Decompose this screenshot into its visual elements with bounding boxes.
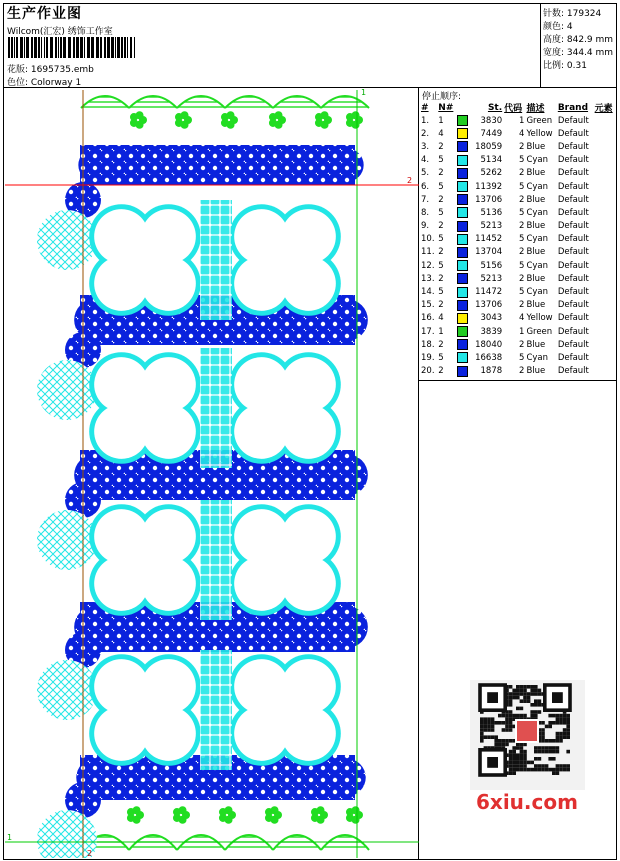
- cell-desc: Cyan: [526, 287, 548, 298]
- cell-desc: Blue: [526, 221, 546, 232]
- watermark-text: 6xiu.com: [476, 790, 578, 814]
- table-row: [420, 180, 616, 193]
- cell-element: [594, 365, 616, 378]
- cell-brand: Default: [557, 273, 589, 284]
- cell-desc: Cyan: [526, 181, 548, 192]
- cell-code: 1: [519, 326, 525, 337]
- col-header-swatch: [456, 101, 470, 114]
- cell-needle: 5: [438, 260, 444, 271]
- cell-index: 4.: [421, 155, 430, 166]
- cell-index: 7.: [421, 194, 430, 205]
- colorway-label: 色位: Colorway 1: [7, 78, 82, 88]
- cell-needle: 5: [438, 234, 444, 245]
- cell-desc: Green: [526, 326, 553, 337]
- color-swatch: [457, 339, 468, 350]
- table-row: [420, 299, 616, 312]
- color-swatch: [457, 260, 468, 271]
- cell-swatch: [456, 272, 470, 285]
- cell-brand: Default: [557, 300, 589, 311]
- cell-index: 16.: [421, 313, 435, 324]
- cell-swatch: [456, 365, 470, 378]
- cell-code: 5: [519, 155, 525, 166]
- cell-index: 14.: [421, 287, 435, 298]
- qr-code: [470, 680, 585, 790]
- cell-swatch: [456, 167, 470, 180]
- table-bottom-rule: [418, 380, 617, 381]
- cell-needle: 5: [438, 155, 444, 166]
- cell-stitches: 13706: [475, 300, 503, 311]
- col-header-stitches: St.: [487, 102, 503, 113]
- cell-needle: 2: [438, 273, 444, 284]
- cell-code: 5: [519, 260, 525, 271]
- cell-brand: Default: [557, 326, 589, 337]
- col-header-brand: Brand: [557, 102, 589, 113]
- cell-desc: Blue: [526, 300, 546, 311]
- cell-needle: 2: [438, 168, 444, 179]
- table-row: [420, 167, 616, 180]
- cell-code: 2: [519, 194, 525, 205]
- cell-code: 5: [519, 352, 525, 363]
- cell-needle: 4: [438, 313, 444, 324]
- cell-swatch: [456, 338, 470, 351]
- cell-swatch: [456, 154, 470, 167]
- cell-swatch: [456, 193, 470, 206]
- cell-element: [594, 193, 616, 206]
- table-row: [420, 351, 616, 364]
- cell-swatch: [456, 325, 470, 338]
- cell-desc: Cyan: [526, 155, 548, 166]
- cell-code: 2: [519, 168, 525, 179]
- cell-index: 1.: [421, 115, 430, 126]
- table-header-row: [420, 101, 616, 114]
- color-swatch: [457, 366, 468, 377]
- cell-needle: 2: [438, 194, 444, 205]
- cell-needle: 2: [438, 339, 444, 350]
- cell-stitches: 5134: [480, 155, 503, 166]
- cell-swatch: [456, 299, 470, 312]
- cell-element: [594, 206, 616, 219]
- cell-index: 12.: [421, 260, 435, 271]
- cell-index: 6.: [421, 181, 430, 192]
- cell-index: 17.: [421, 326, 435, 337]
- cell-desc: Blue: [526, 366, 546, 377]
- cell-stitches: 18040: [475, 339, 503, 350]
- cell-desc: Cyan: [526, 352, 548, 363]
- color-swatch: [457, 326, 468, 337]
- color-swatch: [457, 115, 468, 126]
- cell-element: [594, 167, 616, 180]
- cell-code: 5: [519, 207, 525, 218]
- table-row: [420, 154, 616, 167]
- color-swatch: [457, 234, 468, 245]
- color-swatch: [457, 141, 468, 152]
- cell-code: 2: [519, 339, 525, 350]
- cell-swatch: [456, 259, 470, 272]
- color-swatch: [457, 181, 468, 192]
- cell-element: [594, 180, 616, 193]
- cell-brand: Default: [557, 181, 589, 192]
- cell-code: 2: [519, 141, 525, 152]
- table-row: [420, 312, 616, 325]
- cell-code: 2: [519, 366, 525, 377]
- guide-label-2-right: 2: [407, 176, 413, 185]
- cell-swatch: [456, 114, 470, 127]
- cell-needle: 2: [438, 366, 444, 377]
- guide-label-2-bottom: 2: [87, 849, 93, 858]
- page-title: 生产作业图: [7, 6, 82, 22]
- cell-stitches: 7449: [480, 128, 503, 139]
- table-row: [420, 140, 616, 153]
- cell-desc: Blue: [526, 339, 546, 350]
- table-row: [420, 272, 616, 285]
- cell-element: [594, 312, 616, 325]
- cell-brand: Default: [557, 366, 589, 377]
- guide-label-1-bottom: 1: [7, 833, 13, 842]
- stop-sequence-table: [420, 101, 616, 378]
- cell-desc: Blue: [526, 194, 546, 205]
- cell-desc: Blue: [526, 273, 546, 284]
- cell-element: [594, 127, 616, 140]
- color-swatch: [457, 313, 468, 324]
- stats-divider: [540, 3, 541, 88]
- cell-element: [594, 154, 616, 167]
- cell-stitches: 5213: [480, 273, 503, 284]
- cell-desc: Cyan: [526, 234, 548, 245]
- cell-desc: Blue: [526, 168, 546, 179]
- cell-needle: 5: [438, 181, 444, 192]
- table-row: [420, 338, 616, 351]
- cell-swatch: [456, 127, 470, 140]
- col-header-index: #: [421, 102, 429, 113]
- header-divider: [3, 87, 617, 88]
- col-header-desc: 描述: [526, 104, 545, 114]
- stitch-count: 针数: 179324: [543, 9, 602, 19]
- cell-element: [594, 140, 616, 153]
- table-row: [420, 325, 616, 338]
- cell-element: [594, 114, 616, 127]
- cell-brand: Default: [557, 234, 589, 245]
- cell-swatch: [456, 206, 470, 219]
- cell-swatch: [456, 246, 470, 259]
- table-row: [420, 206, 616, 219]
- color-swatch: [457, 207, 468, 218]
- cell-brand: Default: [557, 352, 589, 363]
- guide-label-1-top: 1: [361, 88, 367, 97]
- cell-stitches: 5156: [480, 260, 503, 271]
- color-swatch: [457, 194, 468, 205]
- cell-brand: Default: [557, 287, 589, 298]
- cell-stitches: 3839: [480, 326, 503, 337]
- table-row: [420, 365, 616, 378]
- color-swatch: [457, 128, 468, 139]
- cell-desc: Blue: [526, 141, 546, 152]
- cell-index: 2.: [421, 128, 430, 139]
- cell-code: 2: [519, 300, 525, 311]
- cell-needle: 5: [438, 352, 444, 363]
- cell-swatch: [456, 220, 470, 233]
- cell-brand: Default: [557, 115, 589, 126]
- cell-index: 3.: [421, 141, 430, 152]
- cell-stitches: 11392: [475, 181, 503, 192]
- cell-needle: 2: [438, 221, 444, 232]
- cell-stitches: 11452: [475, 234, 503, 245]
- cell-index: 8.: [421, 207, 430, 218]
- cell-desc: Cyan: [526, 260, 548, 271]
- color-swatch: [457, 168, 468, 179]
- cell-code: 5: [519, 287, 525, 298]
- cell-element: [594, 285, 616, 298]
- cell-code: 2: [519, 221, 525, 232]
- cell-needle: 2: [438, 247, 444, 258]
- table-row: [420, 233, 616, 246]
- cell-desc: Cyan: [526, 207, 548, 218]
- cell-stitches: 5213: [480, 221, 503, 232]
- col-header-needle: N#: [438, 102, 454, 113]
- cell-index: 19.: [421, 352, 435, 363]
- cell-brand: Default: [557, 221, 589, 232]
- cell-stitches: 13706: [475, 194, 503, 205]
- cell-element: [594, 338, 616, 351]
- cell-code: 2: [519, 247, 525, 258]
- design-file-label: 花版: 1695735.emb: [7, 65, 94, 75]
- design-width: 宽度: 344.4 mm: [543, 48, 614, 58]
- cell-element: [594, 233, 616, 246]
- cell-stitches: 11472: [475, 287, 503, 298]
- cell-stitches: 3830: [480, 115, 503, 126]
- cell-needle: 1: [438, 326, 444, 337]
- cell-needle: 1: [438, 115, 444, 126]
- cell-swatch: [456, 233, 470, 246]
- col-header-code: 代码: [504, 104, 523, 114]
- cell-code: 4: [519, 313, 525, 324]
- table-row: [420, 127, 616, 140]
- cell-stitches: 5262: [480, 168, 503, 179]
- cell-needle: 2: [438, 300, 444, 311]
- design-height: 高度: 842.9 mm: [543, 35, 614, 45]
- cell-index: 10.: [421, 234, 435, 245]
- cell-element: [594, 299, 616, 312]
- design-scale: 比例: 0.31: [543, 61, 587, 71]
- table-row: [420, 259, 616, 272]
- cell-swatch: [456, 140, 470, 153]
- cell-element: [594, 325, 616, 338]
- cell-index: 5.: [421, 168, 430, 179]
- cell-stitches: 13704: [475, 247, 503, 258]
- cell-brand: Default: [557, 313, 589, 324]
- cell-stitches: 18059: [475, 141, 503, 152]
- color-swatch: [457, 155, 468, 166]
- cell-needle: 2: [438, 141, 444, 152]
- cell-code: 2: [519, 273, 525, 284]
- cell-brand: Default: [557, 207, 589, 218]
- cell-code: 4: [519, 128, 525, 139]
- cell-element: [594, 220, 616, 233]
- table-row: [420, 193, 616, 206]
- cell-desc: Blue: [526, 247, 546, 258]
- color-count: 颜色: 4: [543, 22, 573, 32]
- cell-index: 9.: [421, 221, 430, 232]
- studio-subtitle: Wilcom(汇宏) 绣饰工作室: [7, 27, 113, 37]
- cell-swatch: [456, 351, 470, 364]
- barcode: [8, 37, 138, 58]
- cell-element: [594, 246, 616, 259]
- cell-brand: Default: [557, 141, 589, 152]
- cell-stitches: 5136: [480, 207, 503, 218]
- cell-index: 13.: [421, 273, 435, 284]
- cell-element: [594, 259, 616, 272]
- cell-index: 18.: [421, 339, 435, 350]
- cell-swatch: [456, 180, 470, 193]
- cell-brand: Default: [557, 128, 589, 139]
- color-swatch: [457, 247, 468, 258]
- color-swatch: [457, 287, 468, 298]
- cell-desc: Yellow: [526, 128, 553, 139]
- table-row: [420, 285, 616, 298]
- cell-desc: Yellow: [526, 313, 553, 324]
- stop-sequence-title: 停止顺序:: [422, 92, 462, 102]
- cell-desc: Green: [526, 115, 553, 126]
- embroidery-preview: [5, 90, 419, 858]
- cell-index: 11.: [421, 247, 435, 258]
- color-swatch: [457, 300, 468, 311]
- cell-brand: Default: [557, 194, 589, 205]
- cell-index: 15.: [421, 300, 435, 311]
- color-swatch: [457, 221, 468, 232]
- cell-element: [594, 351, 616, 364]
- color-swatch: [457, 273, 468, 284]
- cell-swatch: [456, 312, 470, 325]
- cell-brand: Default: [557, 260, 589, 271]
- col-header-element: 元素: [594, 104, 613, 114]
- cell-needle: 5: [438, 207, 444, 218]
- cell-index: 20.: [421, 366, 435, 377]
- cell-code: 5: [519, 234, 525, 245]
- cell-needle: 5: [438, 287, 444, 298]
- cell-needle: 4: [438, 128, 444, 139]
- cell-stitches: 16638: [475, 352, 503, 363]
- cell-element: [594, 272, 616, 285]
- cell-brand: Default: [557, 155, 589, 166]
- cell-brand: Default: [557, 339, 589, 350]
- cell-swatch: [456, 285, 470, 298]
- color-swatch: [457, 352, 468, 363]
- table-row: [420, 246, 616, 259]
- table-row: [420, 114, 616, 127]
- cell-stitches: 3043: [480, 313, 503, 324]
- cell-code: 5: [519, 181, 525, 192]
- cell-stitches: 1878: [480, 366, 503, 377]
- table-row: [420, 220, 616, 233]
- cell-brand: Default: [557, 168, 589, 179]
- cell-code: 1: [519, 115, 525, 126]
- cell-brand: Default: [557, 247, 589, 258]
